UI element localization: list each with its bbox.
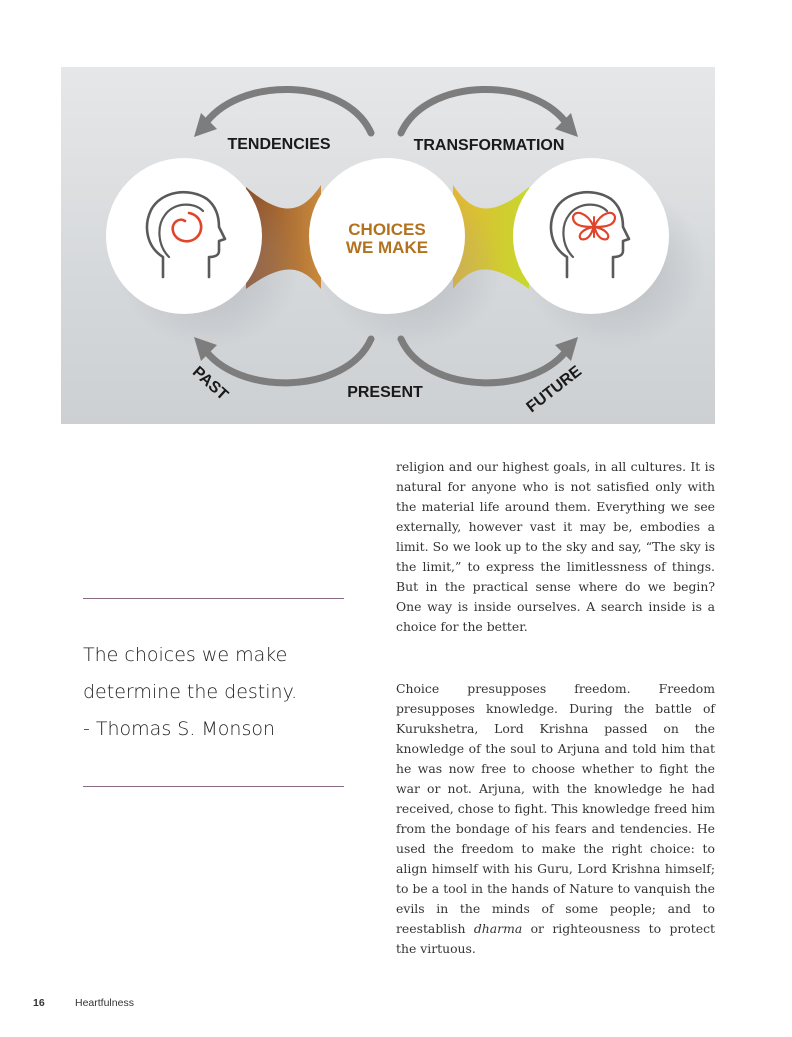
diagram-svg <box>61 67 715 424</box>
label-future: FUTURE <box>523 362 586 417</box>
center-text-line2: WE MAKE <box>345 238 429 257</box>
page-footer <box>33 997 134 1009</box>
dharma-term: dharma <box>473 921 523 936</box>
circle-future <box>513 158 669 314</box>
magazine-name: Heartfulness <box>75 997 134 1009</box>
arrow-transformation <box>401 89 569 133</box>
label-present: PRESENT <box>347 384 423 401</box>
pull-quote <box>83 637 344 748</box>
body-paragraph-2 <box>396 679 715 959</box>
body-paragraph-1: religion and our highest goals, in all cultures. It is natural for anyone who is not satisfied only with the material life around them. Everything we see externally, however vast it may be, embodies a limit. So we look up to the sky and say, “The sky is the limit,” to express the limitlessness of things. But in the practical sense where do we begin? One way is inside ourselves. A search inside is a choice for the better. <box>396 459 715 634</box>
choices-diagram <box>61 67 715 424</box>
quote-rule-top <box>83 598 344 599</box>
label-tendencies: TENDENCIES <box>227 136 331 153</box>
para2-text-end: or righteousness to protect the virtuous. <box>396 921 715 956</box>
body-text-column <box>396 457 715 959</box>
arrow-tendencies <box>203 89 371 133</box>
center-text-line1: CHOICES <box>348 220 426 239</box>
quote-rule-bottom <box>83 786 344 787</box>
page-number: 16 <box>33 997 45 1009</box>
quote-line-1: The choices we make <box>83 644 288 666</box>
para2-text-start: Choice presupposes freedom. Freedom presupposes knowledge. During the battle of Kurukshetra, Lord Krishna passed on the knowledge of the soul to Arjuna and told him that he was now free to choose whether to fight the war or not. Arjuna, with the knowledge he had received, chose to fight. This knowledge freed him from the bondage of his fears and tendencies. He used the freedom to make the right choice: to align himself with his Guru, Lord Krishna himself; to be a tool in the hands of Nature to vanquish the evils in the minds of some people; and to reestablish <box>396 681 715 936</box>
circle-past <box>106 158 262 314</box>
pull-quote-column <box>83 598 344 787</box>
quote-line-2: determine the destiny. <box>83 681 298 703</box>
label-past: PAST <box>188 363 232 404</box>
quote-attribution: - Thomas S. Monson <box>83 718 276 740</box>
label-transformation: TRANSFORMATION <box>413 137 565 154</box>
